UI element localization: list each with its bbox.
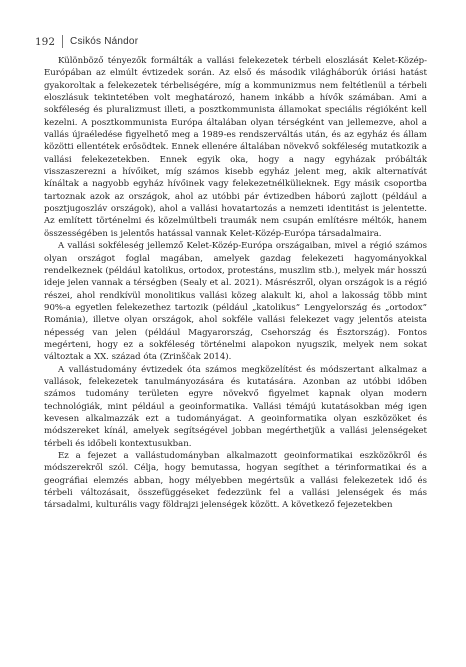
running-header bbox=[35, 35, 138, 48]
paragraph: A vallástudomány évtizedek óta számos megközelítést és módszertant alkalmaz a vallások, felekezetek tanulmányozására és kutatására. Azonban az utóbbi időben számos tudomány területen egyre növekvő figyelmet kapnak olyan modern technológiák, mint például a geoinformatika. Vallási témájú kutatásokban még igen kevesen alkalmazzák ezt a tudományágat. A geoinformatika olyan eszközöket és módszereket kínál, amelyek segítségével jobban megérthetjük a vallási jelenségeket térbeli és időbeli kontextusukban. bbox=[44, 364, 427, 449]
body-text bbox=[44, 55, 427, 512]
paragraph: A vallási sokféleség jellemző Kelet-Közép-Európa országaiban, mivel a régió számos olyan országot foglal magában, amelyek gazdag felekezeti hagyományokkal rendelkeznek (például katolikus, ortodox, protestáns, muszlim stb.), melyek már hosszú ideje jelen vannak a térségben (Sealy et al. 2021). Másrészről, olyan országok is a régió részei, ahol rendkívül monolitikus vallási közeg alakult ki, ahol a lakosság több mint 90%-a egyetlen felekezethez tartozik (például „katolikus” Lengyelország és „ortodox” Románia), illetve olyan országok, ahol sokféle vallási felekezet vagy jelentős ateista népesség van jelen (például Magyarország, Csehország és Észtország). Fontos megérteni, hogy ez a sokféleség történelmi alapokon nyugszik, melyek nem sokat változtak a XX. század óta (Zrinščak 2014). bbox=[44, 241, 427, 363]
paragraph: Ez a fejezet a vallástudományban alkalmazott geoinformatikai eszközökről és módszerekről szól. Célja, hogy bemutassa, hogyan segíthet a térinformatikai és a geográfiai elemzés abban, hogy mélyebben megértsük a vallási felekezetek idő és térbeli változásait, összefüggéseket fedezzünk fel a vallási jelenségek és más társadalmi, kulturális vagy földrajzi jelenségek között. A következő fejezetekben bbox=[44, 451, 427, 511]
paragraph: Különböző tényezők formálták a vallási felekezetek térbeli eloszlását Kelet-Közép-Európában az elmúlt évtizedek során. Az első és második világháborúk óriási hatást gyakoroltak a felekezetek térbeliségére, míg a kommunizmus nem feltétlenül a térbeli eloszlásuk tekintetében volt meghatározó, hanem inkább a hívők számában. Ami a sokféleség és pluralizmust illeti, a posztkommunista államokat speciális régióként kell kezelni. A posztkommunista Európa általában olyan térségként van jellemezve, ahol a vallás újraéledése figyelhető meg a 1989-es rendszerváltás után, és az egyház és állam közötti ellentétek erősödtek. Ennek ellenére általában növekvő sokféleség mutatkozik a vallási felekezetekben. Ennek egyik oka, hogy a nagy egyházak próbálták visszaszerezni a hívőiket, míg számos kisebb egyház jelent meg, akik alternatívát kínáltak a nagyobb egyház hívőinek vagy felekezetnélkülieknek. Egy másik csoportba tartoznak azok az országok, ahol az utóbbi pár évtizedben háború zajlott (például a posztjugoszláv országok), ahol a vallási hovatartozás a nemzeti identitást is jelentette. Az említett történelmi és közelmúltbeli traumák nem csupán említésre méltók, hanem összességében is jelentős hatással vannak Kelet-Közép-Európa társadalmaira. bbox=[44, 56, 427, 239]
running-head-author: Csikós Nándor bbox=[70, 36, 139, 47]
header-divider bbox=[62, 35, 63, 48]
page-number: 192 bbox=[35, 35, 56, 48]
